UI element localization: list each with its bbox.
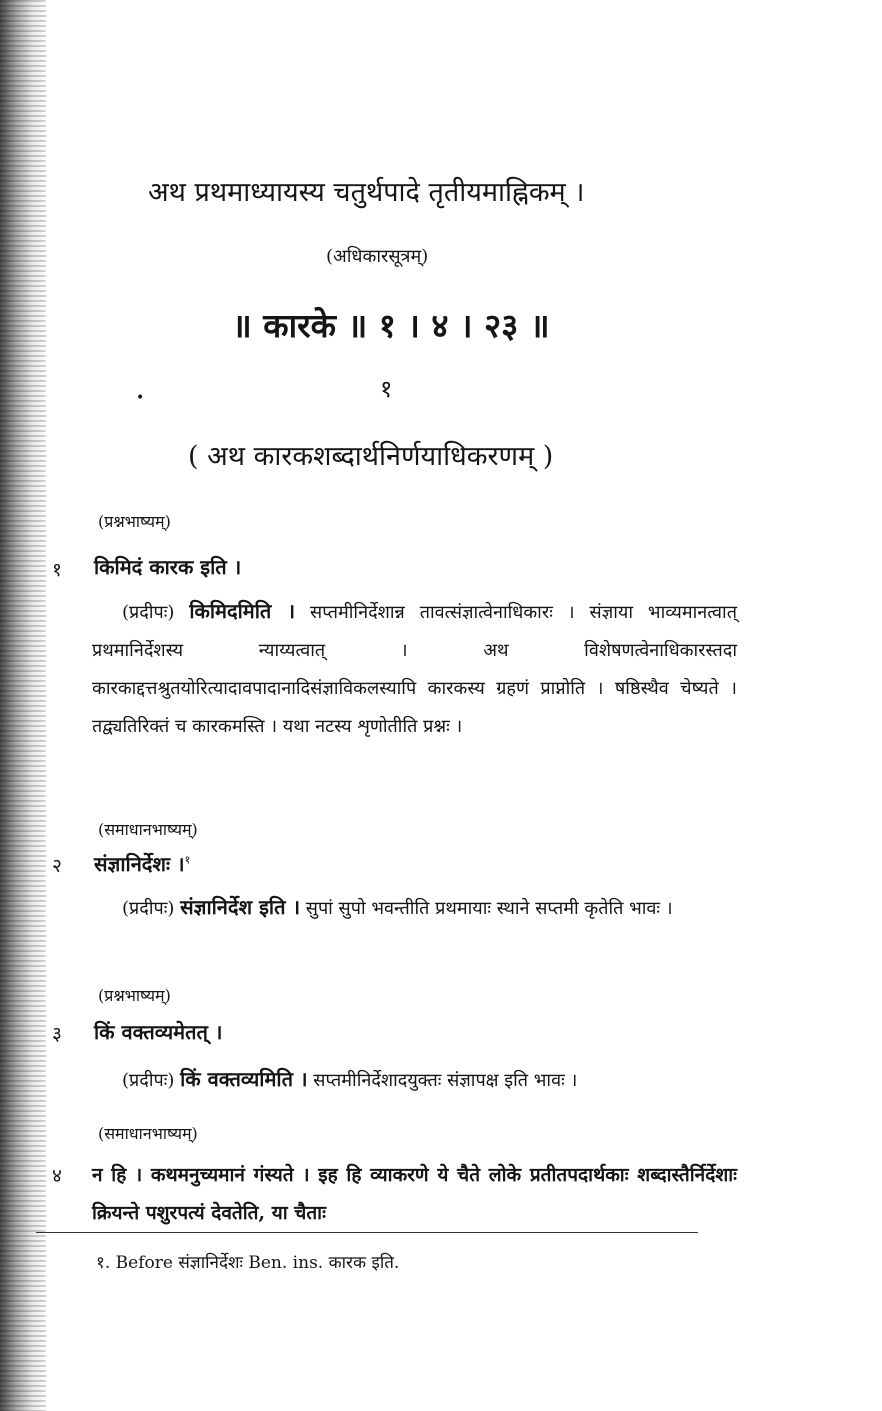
adhikarana-title: ( अथ कारकशब्दार्थनिर्णयाधिकरणम् ) (188, 441, 554, 472)
chapter-heading: अथ प्रथमाध्यायस्य चतुर्थपादे तृतीयमाह्निकम् । (148, 177, 585, 208)
pradipa-word: किमिदमिति । (189, 599, 296, 623)
entry-3-label: (प्रश्नभाष्यम्) (98, 986, 171, 1005)
pradipa-text: सप्तमीनिर्देशान्न तावत्संज्ञात्वेनाधिकारः । संज्ञाया भाव्यमानत्वात् प्रथमानिर्देशस्य न्याय्यत्वात् । अथ विशेषणत्वेनाधिकारस्तदा कारकाद्दत्तश्रुतयोरित्यादावपादानादिसंज्ञाविकलस्यापि कारकस्य ग्रहणं प्राप्नोति । षष्ठिस्थैव चेष्यते । तद्व्यतिरिक्तं च कारकमस्ति । यथा नटस्य शृणोतीति प्रश्नः । (92, 602, 737, 737)
sutra-heading: ॥ कारके ॥ १ । ४ । २३ ॥ (232, 306, 550, 345)
entry-1-bhashya: किमिदं कारक इति । (94, 555, 242, 579)
scan-shadow-edge (0, 0, 46, 1411)
footnote-marker: १ (184, 853, 191, 867)
entry-3-bhashya: किं वक्तव्यमेतत् । (94, 1020, 223, 1044)
entry-2-number: २ (52, 855, 62, 877)
entry-1-label: (प्रश्नभाष्यम्) (98, 512, 171, 531)
pradipa-label: (प्रदीपः) (122, 602, 175, 623)
entry-2-pradipa (92, 888, 737, 928)
entry-2-bhashya: संज्ञानिर्देशः । (94, 852, 185, 876)
pradipa-label: (प्रदीपः) (122, 1070, 175, 1091)
pradipa-text: सप्तमीनिर्देशादयुक्तः संज्ञापक्ष इति भावः । (313, 1070, 578, 1091)
entry-4-bhashya: न हि । कथमनुच्यमानं गंस्यते । इह हि व्याकरणे ये चैते लोके प्रतीतपदार्थकाः शब्दास्तैर्निर्देशाः क्रियन्ते पशुरपत्यं देवतेति, या चैताः (92, 1164, 737, 1224)
entry-4-label: (समाधानभाष्यम्) (98, 1124, 198, 1143)
entry-4-number: ४ (52, 1165, 62, 1187)
pradipa-label: (प्रदीपः) (122, 898, 175, 919)
speck-mark: • (136, 390, 145, 406)
entry-1-pradipa (92, 592, 737, 746)
pradipa-word: संज्ञानिर्देश इति । (180, 895, 301, 919)
entry-2-bhashya-line (94, 850, 190, 877)
adhikara-sutra-label: (अधिकारसूत्रम्) (326, 246, 429, 267)
entry-3-pradipa (92, 1060, 737, 1100)
entry-2-label: (समाधानभाष्यम्) (98, 820, 198, 839)
section-number: १ (380, 375, 393, 403)
entry-3-number: ३ (52, 1023, 62, 1045)
footnote: १. Before संज्ञानिर्देशः Ben. ins. कारक इति. (96, 1253, 400, 1273)
entry-1-number: १ (52, 559, 62, 581)
footnote-rule (36, 1232, 698, 1233)
pradipa-word: किं वक्तव्यमिति । (180, 1067, 308, 1091)
pradipa-text: सुपां सुपो भवन्तीति प्रथमायाः स्थाने सप्तमी कृतेति भावः । (305, 898, 673, 919)
